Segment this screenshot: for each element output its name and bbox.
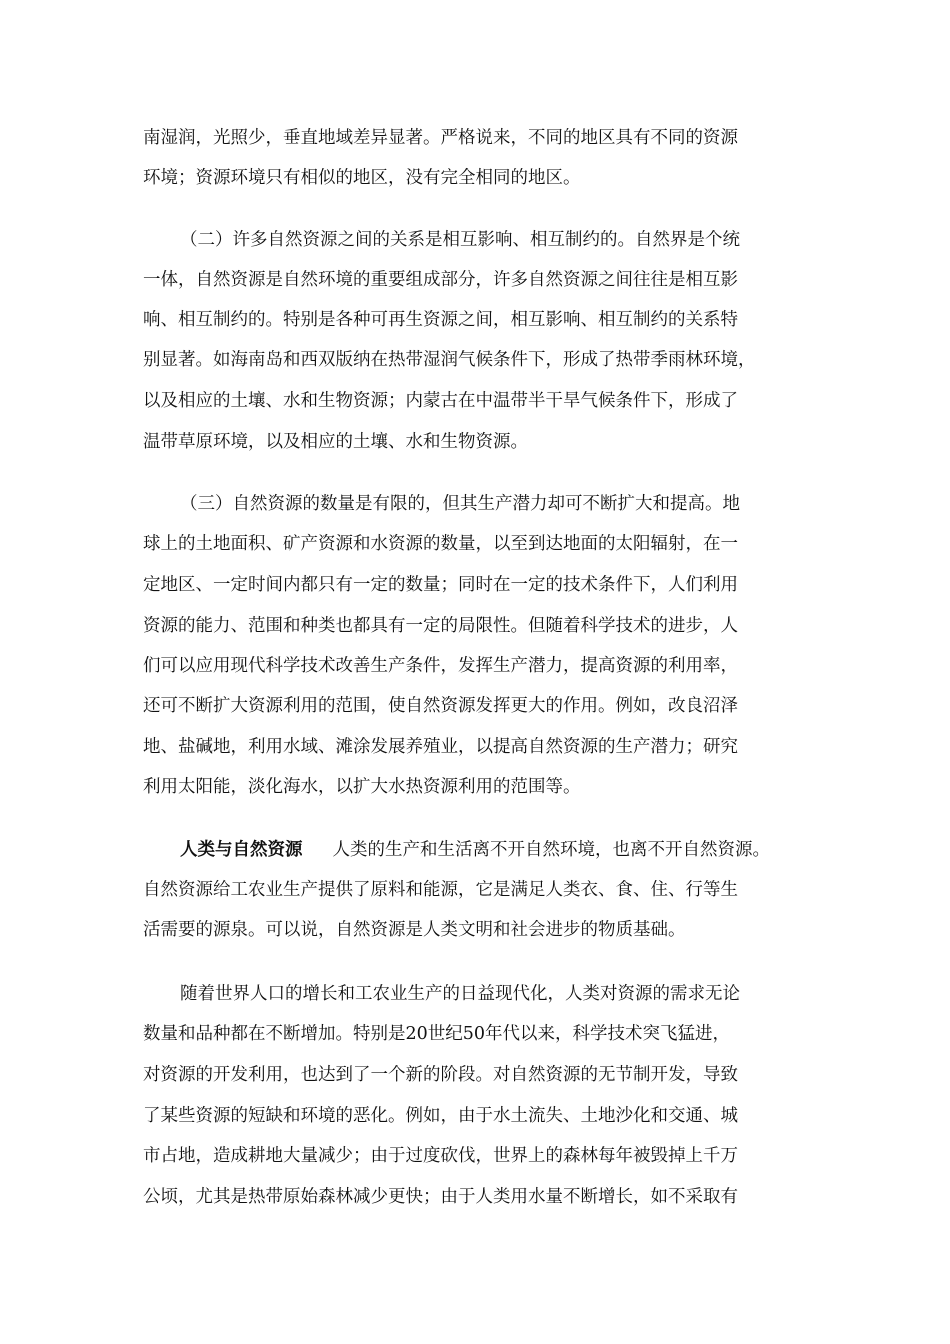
text-line: 活需要的源泉。可以说，自然资源是人类文明和社会进步的物质基础。 xyxy=(143,920,686,940)
text-line: 以及相应的土壤、水和生物资源；内蒙古在中温带半干旱气候条件下，形成了 xyxy=(143,391,738,411)
text-line: 环境；资源环境只有相似的地区，没有完全相同的地区。 xyxy=(143,168,581,188)
text-line: 自然资源给工农业生产提供了原料和能源，它是满足人类衣、食、住、行等生 xyxy=(143,880,738,900)
text-line: 随着世界人口的增长和工农业生产的日益现代化，人类对资源的需求无论 xyxy=(180,984,740,1004)
text-line: 响、相互制约的。特别是各种可再生资源之间，相互影响、相互制约的关系特 xyxy=(143,310,738,330)
text-line: 南湿润，光照少，垂直地域差异显著。严格说来，不同的地区具有不同的资源 xyxy=(143,128,738,148)
text-line: 温带草原环境，以及相应的土壤、水和生物资源。 xyxy=(143,432,528,452)
text-line: 地、盐碱地，利用水域、滩涂发展养殖业，以提高自然资源的生产潜力；研究 xyxy=(143,737,738,757)
text-line: 对资源的开发利用，也达到了一个新的阶段。对自然资源的无节制开发，导致 xyxy=(143,1065,738,1085)
text-line: 市占地，造成耕地大量减少；由于过度砍伐，世界上的森林每年被毁掉上千万 xyxy=(143,1146,738,1166)
text-line: （三）自然资源的数量是有限的，但其生产潜力却可不断扩大和提高。地 xyxy=(180,494,740,514)
text-line: 公顷，尤其是热带原始森林减少更快；由于人类用水量不断增长，如不采取有 xyxy=(143,1187,738,1207)
text-line: 定地区、一定时间内都只有一定的数量；同时在一定的技术条件下，人们利用 xyxy=(143,575,738,595)
text-line: 还可不断扩大资源利用的范围，使自然资源发挥更大的作用。例如，改良沼泽 xyxy=(143,696,738,716)
text-line: 资源的能力、范围和种类也都具有一定的局限性。但随着科学技术的进步，人 xyxy=(143,616,738,636)
text-run: 人类的生产和生活离不开自然环境，也离不开自然资源。 xyxy=(332,840,770,860)
text-line: （二）许多自然资源之间的关系是相互影响、相互制约的。自然界是个统 xyxy=(180,230,740,250)
text-line xyxy=(180,838,770,878)
text-line: 别显著。如海南岛和西双版纳在热带湿润气候条件下，形成了热带季雨林环境， xyxy=(143,350,756,370)
text-line: 们可以应用现代科学技术改善生产条件，发挥生产潜力，提高资源的利用率， xyxy=(143,656,738,676)
text-line: 数量和品种都在不断增加。特别是20世纪50年代以来，科学技术突飞猛进， xyxy=(143,1024,731,1044)
text-line: 球上的土地面积、矿产资源和水资源的数量，以至到达地面的太阳辐射，在一 xyxy=(143,534,738,554)
section-heading: 人类与自然资源 xyxy=(180,840,303,860)
text-line: 一体，自然资源是自然环境的重要组成部分，许多自然资源之间往往是相互影 xyxy=(143,270,738,290)
text-line: 了某些资源的短缺和环境的恶化。例如，由于水土流失、土地沙化和交通、城 xyxy=(143,1106,738,1126)
text-line: 利用太阳能，淡化海水，以扩大水热资源利用的范围等。 xyxy=(143,777,581,797)
